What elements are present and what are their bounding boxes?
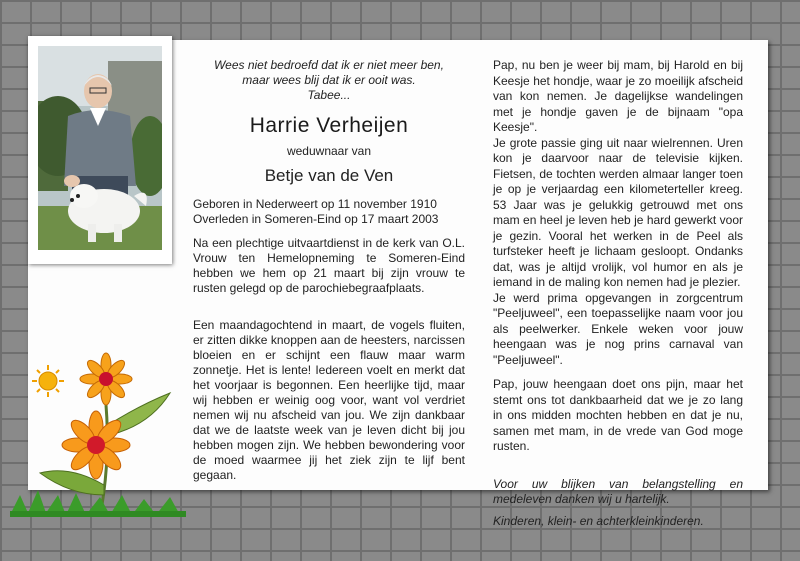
portrait-photo xyxy=(38,46,162,250)
portrait-frame xyxy=(28,36,172,264)
flower-top-icon xyxy=(80,353,132,405)
spring-text: Een maandagochtend in maart, de vogels fluiten, er zitten dikke knoppen aan de heesters, narcissen bloeien en er schijnt een flauw maar warm zonnetje. Het is lente! Iedereen voelt en merkt dat het voorjaar is begonnen. Een heerlijke tijd, maar wij hebben er weinig oog voor, want vol verdriet nemen wij nu afscheid van jou. We zijn dankbaar dat we de laatste week van je leven dicht bij jou hebben mogen zijn. We hebben bewondering voor de moed waarmee jij het ziek zijn te lijf bent gegaan. xyxy=(193,318,465,482)
birth-date: Geboren in Nederweert op 11 november 1910 xyxy=(193,197,437,211)
poem-line-1: Wees niet bedroefd dat ik er niet meer ben, xyxy=(214,58,444,72)
thanks-text: Voor uw blijken van belangstelling en medeleven danken wij u hartelijk. xyxy=(493,476,743,506)
paragraph-peeljuweel: Je werd prima opgevangen in zorgcentrum "Peeljuweel", een toepasselijke naam voor jou als peelwerker. Enkele weken voor jouw heengaan was je nog prins carnaval van "Peeljuweel". xyxy=(493,290,743,367)
paragraph-keesje: Pap, nu ben je weer bij mam, bij Harold en bij Keesje het hondje, waar je zo moeilijk afscheid van kon nemen. Je dagelijkse wandelingen met je hondje gaven je de bijnaam "opa Keesje". xyxy=(493,58,743,134)
signature: Kinderen, klein- en achterkleinkinderen. xyxy=(493,513,704,528)
paragraph-farewell: Pap, jouw heengaan doet ons pijn, maar het stemt ons tot dankbaarheid dat we je zo lang in ons midden mochten hebben en dat je nu, samen met mam, in de vrede van God moge rusten. xyxy=(493,377,743,453)
middle-column xyxy=(193,58,465,483)
sun-icon xyxy=(32,365,64,397)
funeral-text: Na een plechtige uitvaartdienst in de kerk van O.L. Vrouw ten Hemelopneming te Someren-Eind hebben we hem op 21 maart bij zijn vrouw te rusten gelegd op de parochiebegraafplaats. xyxy=(193,236,465,295)
spouse-name: Betje van de Ven xyxy=(264,166,394,185)
poem-line-3: Tabee... xyxy=(307,88,351,102)
relation-text: weduwnaar van xyxy=(286,144,372,158)
poem xyxy=(193,58,465,103)
poem-line-2: maar wees blij dat ik er ooit was. xyxy=(242,73,416,87)
right-column xyxy=(493,58,743,529)
flower-bottom-icon xyxy=(62,411,130,479)
flower-illustration xyxy=(10,345,190,525)
paragraph-life: Je grote passie ging uit naar wielrennen. Uren kon je daarvoor naar de televisie kijken. Fietsen, de tochten werden almaar langer toen je op je verjaardag een kilometerteller kreeg. 53 Jaar was je gelukkig getrouwd met ons mam en heel je leven heb je hard gewerkt voor je gezin. Vooral het werken in de Peel als turfsteker heeft je lichaam gesloopt. Ondanks dat, was je altijd vrolijk, vol humor en als je iemand in de maling kon nemen had je plezier. xyxy=(493,135,743,289)
death-date: Overleden in Someren-Eind op 17 maart 2003 xyxy=(193,212,439,226)
deceased-name: Harrie Verheijen xyxy=(249,114,409,137)
